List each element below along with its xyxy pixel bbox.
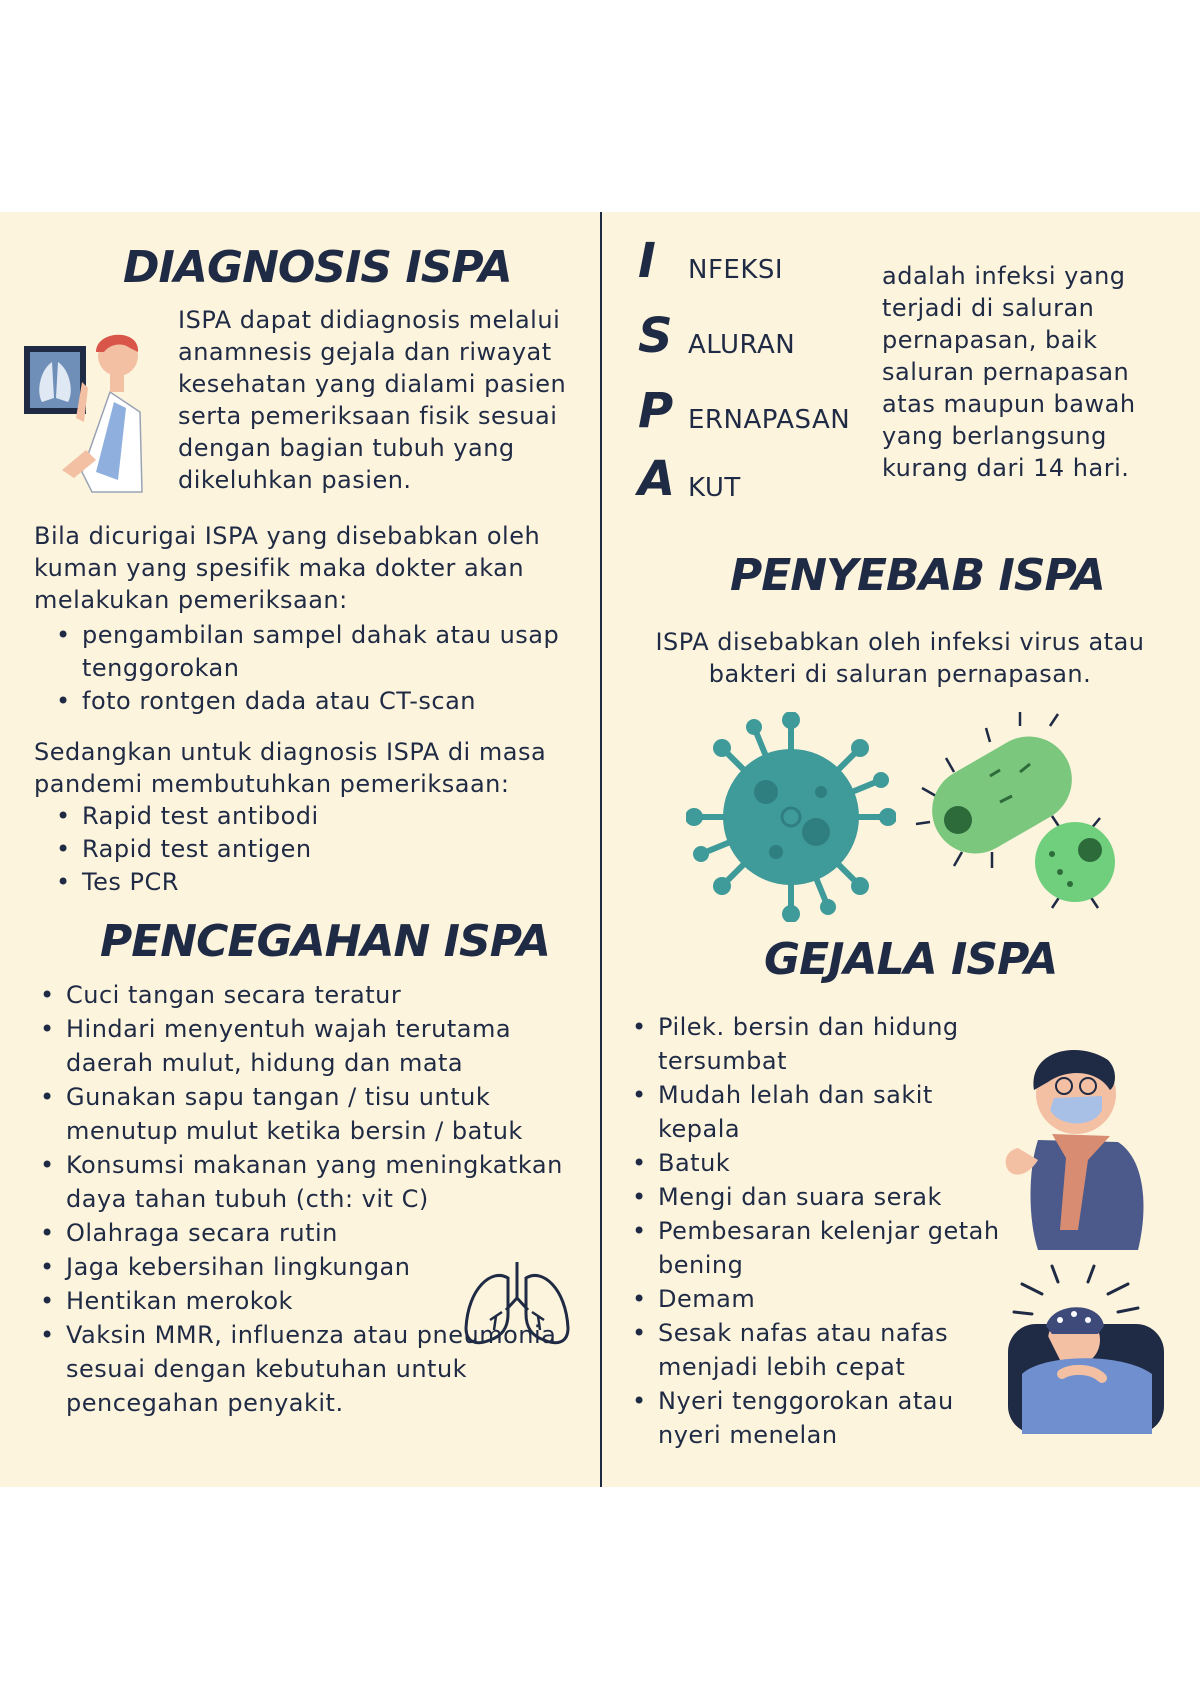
list-item: • Mudah lelah dan sakit kepala: [632, 1078, 1008, 1146]
list-item: • Mengi dan suara serak: [632, 1180, 1008, 1214]
list-item: • Vaksin MMR, influenza atau pneumonia sesuai dengan kebutuhan untuk pencegahan penyakit.: [40, 1318, 570, 1420]
list-item: • Pembesaran kelenjar getah bening: [632, 1214, 1008, 1282]
list-item: • Gunakan sapu tangan / tisu untuk menutup mulut ketika bersin / batuk: [40, 1080, 570, 1148]
list-item: • Hindari menyentuh wajah terutama daerah mulut, hidung dan mata: [40, 1012, 570, 1080]
list-item: • Rapid test antigen: [56, 833, 586, 866]
diagnosis-list-1: [56, 619, 586, 718]
list-item: • pengambilan sampel dahak atau usap tenggorokan: [56, 619, 586, 685]
list-item: • Hentikan merokok: [40, 1284, 570, 1318]
list-item: • Rapid test antibodi: [56, 800, 586, 833]
symptoms-title: GEJALA ISPA: [764, 934, 1058, 985]
list-item: • Cuci tangan secara teratur: [40, 978, 570, 1012]
list-item: • Nyeri tenggorokan atau nyeri menelan: [632, 1384, 1008, 1452]
lungs-icon: [462, 1258, 572, 1348]
list-item: • Sesak nafas atau nafas menjadi lebih cepat: [632, 1316, 1008, 1384]
acronym-word: ERNAPASAN: [688, 405, 851, 435]
acronym-row: [638, 308, 868, 372]
diagnosis-title: DIAGNOSIS ISPA: [123, 242, 512, 293]
acronym-letter: I: [638, 233, 656, 289]
prevention-list: [40, 978, 570, 1420]
diagnosis-paragraph-3: Sedangkan untuk diagnosis ISPA di masa pandemi membutuhkan pemeriksaan:: [34, 738, 547, 798]
doctor-xray-illustration: [22, 322, 170, 494]
list-item: • Konsumsi makanan yang meningkatkan daya tahan tubuh (cth: vit C): [40, 1148, 570, 1216]
list-item: • Demam: [632, 1282, 1008, 1316]
list-item: • foto rontgen dada atau CT-scan: [56, 685, 586, 718]
virus-illustration: [686, 712, 896, 922]
list-item: • Jaga kebersihan lingkungan: [40, 1250, 570, 1284]
symptoms-list: [632, 1010, 1008, 1452]
list-item: • Batuk: [632, 1146, 1008, 1180]
cause-title: PENYEBAB ISPA: [730, 550, 1105, 601]
sick-person-in-bed-illustration: [1002, 1264, 1170, 1444]
ispa-definition: adalah infeksi yang terjadi di saluran pernapasan, baik saluran pernapasan atas maupun bawah yang berlangsung kurang dari 14 hari.: [882, 262, 1136, 482]
acronym-word: NFEKSI: [688, 255, 784, 285]
list-item: • Olahraga secara rutin: [40, 1216, 570, 1250]
acronym-word: KUT: [688, 473, 741, 503]
acronym-word: ALURAN: [688, 330, 796, 360]
bacteria-illustration: [910, 712, 1120, 912]
diagnosis-list-2: [56, 800, 586, 899]
acronym-letter: P: [638, 383, 674, 439]
diagnosis-intro: ISPA dapat didiagnosis melalui anamnesis gejala dan riwayat kesehatan yang dialami pasien serta pemeriksaan fisik sesuai dengan bagian tubuh yang dikeluhkan pasien.: [178, 306, 567, 494]
diagnosis-paragraph-2: Bila dicurigai ISPA yang disebabkan oleh kuman yang spesifik maka dokter akan melakukan pemeriksaan:: [34, 522, 541, 614]
acronym-row: [638, 383, 868, 447]
prevention-title: PENCEGAHAN ISPA: [100, 916, 550, 967]
acronym-row: [638, 451, 868, 515]
list-item: • Pilek. bersin dan hidung tersumbat: [632, 1010, 1008, 1078]
column-divider: [600, 212, 602, 1487]
list-item: • Tes PCR: [56, 866, 586, 899]
poster: [0, 212, 1200, 1487]
acronym-letter: A: [638, 451, 676, 507]
coughing-person-illustration: [998, 1030, 1148, 1252]
acronym-letter: S: [638, 308, 673, 364]
cause-text: ISPA disebabkan oleh infeksi virus atau bakteri di saluran pernapasan.: [655, 628, 1145, 688]
acronym-row: [638, 233, 868, 297]
